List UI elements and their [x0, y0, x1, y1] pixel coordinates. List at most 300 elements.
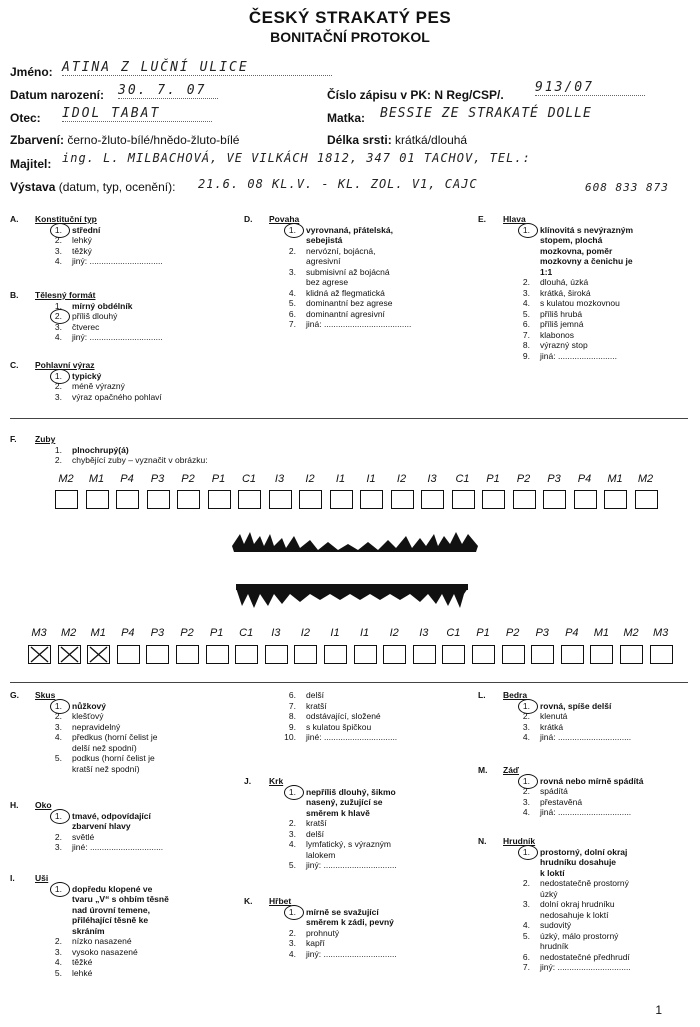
option-text[interactable]: krátká, široká [540, 287, 591, 298]
tooth-label: I2 [396, 473, 407, 485]
option-text[interactable]: sudovitý [540, 920, 572, 930]
option-number: 2. [54, 936, 62, 946]
option-number: 3. [288, 938, 296, 948]
tooth-label: P3 [535, 627, 549, 639]
option-text[interactable]: submisivní až bojácná [306, 266, 390, 277]
option-text[interactable]: podkus (horní čelist je [72, 753, 155, 763]
tooth-label: I3 [274, 473, 285, 485]
cislo-value[interactable]: 913/07 [535, 80, 645, 96]
option-text[interactable]: spádítá [540, 786, 568, 796]
option-text[interactable]: čtverec [72, 321, 100, 332]
option-text[interactable]: vyrovnaná, přátelská, [306, 224, 393, 235]
tooth-box[interactable] [177, 490, 200, 509]
option-number: 3. [54, 391, 62, 402]
option-number: 3. [522, 721, 530, 732]
option-text[interactable]: dolní okraj hrudníku [540, 899, 615, 909]
delka-label-text: Délka srsti: [327, 133, 392, 147]
section-a-letter: A. [10, 214, 19, 224]
section-n-letter: N. [478, 836, 487, 846]
option-number: 4. [522, 920, 530, 930]
section-h-letter: H. [10, 800, 19, 810]
option-text[interactable]: světlé [72, 831, 95, 842]
option-number: 2. [522, 711, 530, 721]
option-text[interactable]: 1:1 [540, 266, 553, 277]
option-text[interactable]: prohnutý [306, 927, 340, 938]
otec-value[interactable]: IDOL TABAT [62, 106, 212, 122]
tooth-box[interactable] [265, 645, 288, 664]
page-title: ČESKÝ STRAKATÝ PES [248, 8, 452, 27]
option-number: 4. [288, 948, 296, 959]
section-d-letter: D. [244, 214, 253, 224]
divider-1 [10, 418, 688, 419]
option-number: 1. [54, 370, 62, 381]
tooth-box[interactable] [635, 490, 658, 509]
option-number: 1. [54, 224, 62, 235]
jmeno-label: Jméno: [10, 65, 53, 79]
option-text[interactable]: klabonos [540, 329, 575, 340]
tooth-box[interactable] [574, 490, 597, 509]
option-text[interactable]: kratší [306, 818, 327, 828]
section-f-letter: F. [10, 434, 17, 444]
option-text[interactable]: rovná nebo mírně spádítá [540, 775, 644, 786]
option-text[interactable]: jiné: ............................... [306, 732, 398, 742]
tooth-box[interactable] [354, 645, 377, 664]
option-number: 1. [288, 906, 296, 917]
option-text[interactable]: dominantní bez agrese [306, 298, 393, 308]
tooth-label: I2 [305, 473, 315, 485]
option-text[interactable]: méně výrazný [72, 381, 125, 391]
majitel-label: Majitel: [10, 157, 52, 171]
page-number: 1 [655, 1003, 662, 1017]
datum-value[interactable]: 30. 7. 07 [118, 83, 218, 99]
option-number: 2. [54, 311, 62, 321]
option-text[interactable]: jiné: ............................... [72, 842, 164, 852]
tooth-box[interactable] [55, 490, 78, 509]
tooth-box[interactable] [299, 490, 322, 509]
selected-option-circle [518, 223, 538, 238]
option-text[interactable]: delší [306, 690, 324, 700]
option-text[interactable]: plnochrupý(á) [72, 444, 129, 455]
section-j-title: Krk [269, 776, 284, 786]
section-m-title: Záď [503, 765, 520, 775]
tooth-box[interactable] [238, 490, 261, 509]
option-text[interactable]: klenutá [540, 711, 568, 721]
option-text[interactable]: agresivní [306, 256, 341, 266]
option-number: 6. [288, 308, 296, 319]
option-text[interactable]: klešťový [72, 711, 104, 721]
zbarveni-label-text: Zbarvení: [10, 133, 65, 147]
section-i-letter: I. [10, 873, 15, 883]
option-text[interactable]: jiný: ............................... [306, 860, 397, 870]
option-text[interactable]: přiléhající těsně ke [72, 915, 149, 925]
tooth-box[interactable] [206, 645, 229, 664]
option-text[interactable]: odstávající, složené [306, 711, 381, 721]
option-text[interactable]: nasený, zužující se [306, 797, 383, 807]
option-number: 9. [522, 350, 530, 361]
option-number: 7. [522, 329, 530, 340]
option-number: 2. [522, 277, 530, 287]
tooth-box[interactable] [590, 645, 613, 664]
tooth-box[interactable] [472, 645, 495, 664]
tooth-box[interactable] [413, 645, 436, 664]
tooth-label: P4 [120, 473, 134, 485]
tooth-box[interactable] [208, 490, 231, 509]
option-number: 1. [288, 786, 296, 797]
tooth-label: I1 [335, 473, 346, 485]
option-number: 1. [288, 224, 296, 235]
tooth-label: P1 [211, 473, 226, 485]
option-text[interactable]: mírně se svažující [306, 906, 379, 917]
tooth-box[interactable] [531, 645, 554, 664]
option-text[interactable]: krátká [540, 721, 564, 732]
selected-option-circle [50, 882, 70, 897]
selected-option-circle [284, 785, 304, 800]
option-text[interactable]: příliš jemná [540, 319, 584, 329]
option-text[interactable]: skráním [72, 925, 105, 936]
delka-label [327, 133, 467, 147]
tooth-label: I3 [427, 473, 437, 485]
tooth-box[interactable] [28, 645, 51, 664]
option-text[interactable]: typický [72, 370, 102, 381]
otec-label: Otec: [10, 111, 41, 125]
option-number: 6. [522, 951, 530, 962]
option-number: 4. [54, 957, 62, 967]
tooth-box[interactable] [117, 645, 140, 664]
option-number: 1. [522, 775, 530, 786]
option-text[interactable]: hrudník [540, 941, 569, 951]
option-text[interactable]: těžký [72, 245, 92, 256]
option-number: 5. [54, 753, 62, 763]
option-text[interactable]: nízko nasazené [72, 936, 132, 946]
option-number: 4. [54, 256, 62, 266]
tooth-label: P4 [577, 473, 592, 485]
tooth-box[interactable] [452, 490, 475, 509]
option-number: 10. [284, 732, 296, 742]
zbarveni-label [10, 133, 239, 147]
option-text[interactable]: předkus (horní čelist je [72, 732, 158, 742]
option-text[interactable]: tmavé, odpovídající [72, 810, 151, 821]
tooth-box[interactable] [482, 490, 505, 509]
option-number: 1. [522, 224, 530, 235]
option-number: 3. [54, 321, 62, 332]
option-number: 5. [288, 298, 296, 308]
tooth-label: C1 [455, 473, 470, 485]
option-number: 4. [288, 287, 296, 298]
selected-option-circle [284, 905, 304, 920]
tooth-box[interactable] [421, 490, 444, 509]
option-number: 4. [522, 732, 530, 742]
tooth-label: M1 [90, 627, 106, 639]
section-l-title: Bedra [503, 690, 528, 700]
tooth-label: P2 [180, 627, 194, 639]
tooth-label: M1 [88, 473, 105, 485]
option-text[interactable]: příliš hrubá [540, 308, 583, 319]
option-text[interactable]: lalokem [306, 849, 336, 860]
option-text[interactable]: k loktí [540, 867, 565, 878]
option-number: 8. [522, 340, 530, 350]
section-f-title: Zuby [35, 434, 56, 444]
option-number: 4. [522, 807, 530, 817]
option-text[interactable]: mozkovna, poměr [540, 245, 613, 256]
option-number: 5. [522, 930, 530, 941]
tooth-box[interactable] [176, 645, 199, 664]
tooth-label: P3 [150, 473, 165, 485]
option-text[interactable]: hrudníku dosahuje [540, 857, 617, 867]
option-text[interactable]: nad úrovní temene, [72, 904, 150, 915]
tooth-label: P2 [516, 473, 531, 485]
divider-2 [10, 682, 688, 683]
tooth-label: I3 [419, 627, 429, 639]
option-number: 5. [522, 308, 530, 319]
option-number: 2. [288, 927, 296, 938]
tooth-label: M2 [60, 627, 77, 639]
option-text[interactable]: delší než spodní) [72, 742, 137, 753]
option-number: 2. [522, 786, 530, 796]
tooth-box[interactable] [391, 490, 414, 509]
option-text[interactable]: lehké [72, 967, 93, 978]
option-number: 4. [522, 298, 530, 308]
option-text[interactable]: úzký [540, 888, 558, 899]
option-text[interactable]: chybějící zuby – vyznačit v obrázku: [72, 455, 208, 465]
matka-label: Matka: [327, 111, 366, 125]
option-number: 5. [288, 860, 296, 870]
option-number: 4. [288, 839, 296, 849]
delka-value: krátká/dlouhá [395, 133, 468, 147]
option-number: 2. [54, 235, 62, 245]
option-number: 3. [54, 245, 62, 256]
option-text[interactable]: nervózní, bojácná, [306, 245, 376, 256]
option-text[interactable]: nepravidelný [72, 721, 121, 732]
section-c-letter: C. [10, 360, 19, 370]
tooth-box[interactable] [324, 645, 347, 664]
selected-option-circle [284, 223, 304, 238]
option-text[interactable]: střední [72, 224, 101, 235]
option-text[interactable]: nůžkový [72, 700, 107, 711]
tooth-box[interactable] [620, 645, 643, 664]
tooth-label: M1 [593, 627, 610, 639]
option-text[interactable]: nedostatečné předhrudí [540, 951, 630, 962]
selected-option-circle [518, 845, 538, 860]
option-number: 9. [288, 721, 296, 732]
telefon-value[interactable]: 608 833 873 [585, 181, 669, 194]
tooth-label: M2 [637, 473, 654, 485]
datum-label: Datum narození: [10, 88, 105, 102]
option-text[interactable]: nedostatečně prostorný [540, 878, 629, 888]
option-text[interactable]: s kulatou špičkou [306, 721, 372, 732]
section-g-title: Skus [35, 690, 56, 700]
upper-jaw-drawing [230, 528, 480, 558]
vystava-value[interactable]: 21.6. 08 KL.V. - KL. ZOL. V1, CAJC [198, 177, 478, 191]
option-text[interactable]: sebejistá [306, 235, 343, 245]
option-number: 1. [54, 883, 62, 894]
tooth-box[interactable] [360, 490, 383, 509]
tooth-label: M2 [58, 473, 74, 485]
section-e-title: Hlava [503, 214, 526, 224]
section-b-letter: B. [10, 290, 19, 300]
jmeno-value[interactable]: ATINA Z LUČNÍ ULICE [62, 60, 332, 76]
tooth-box[interactable] [604, 490, 627, 509]
tooth-label: I2 [389, 627, 399, 639]
option-text[interactable]: jiná: ......................... [540, 350, 617, 361]
option-text[interactable]: jiný: ............................... [540, 962, 631, 972]
option-text[interactable]: rovná, spíše delší [540, 700, 612, 711]
option-text[interactable]: klidná až flegmatická [306, 287, 385, 298]
option-number: 2. [54, 711, 62, 721]
section-c-title: Pohlavní výraz [35, 360, 95, 370]
option-text[interactable]: zbarvení hlavy [72, 821, 131, 831]
tooth-label: C1 [239, 627, 254, 639]
section-a-title: Konstituční typ [35, 214, 97, 224]
option-text[interactable]: příliš dlouhý [72, 311, 118, 321]
vystava-label-sub: (datum, typ, ocenění): [58, 180, 176, 194]
option-number: 2. [54, 381, 62, 391]
option-number: 1. [54, 700, 62, 711]
section-m-letter: M. [478, 765, 488, 775]
option-text[interactable]: delší [306, 828, 324, 839]
option-number: 1. [54, 810, 62, 821]
option-number: 5. [54, 967, 62, 978]
lower-jaw-drawing [232, 578, 472, 614]
tooth-label: P4 [121, 627, 135, 639]
tooth-label: M3 [652, 627, 669, 639]
option-number: 3. [522, 287, 530, 298]
section-j-letter: J. [244, 776, 252, 786]
option-number: 7. [288, 700, 296, 711]
option-text[interactable]: s kulatou mozkovnou [540, 298, 620, 308]
option-text[interactable]: jiný: ............................... [306, 948, 397, 959]
page-subtitle: BONITAČNÍ PROTOKOL [270, 29, 430, 45]
option-number: 2. [54, 455, 62, 465]
tooth-box[interactable] [116, 490, 139, 509]
option-number: 7. [522, 962, 530, 972]
section-i-title: Uši [35, 873, 49, 883]
option-text[interactable]: mozkovny a čenichu je [540, 256, 633, 266]
tooth-box[interactable] [87, 645, 110, 664]
tooth-box[interactable] [86, 490, 109, 509]
option-number: 2. [522, 878, 530, 888]
option-text[interactable]: přestavěná [540, 796, 583, 807]
option-number: 2. [288, 245, 296, 256]
option-number: 3. [288, 266, 296, 277]
tooth-box[interactable] [58, 645, 81, 664]
tooth-label: I1 [366, 473, 376, 485]
option-number: 1. [54, 444, 62, 455]
option-number: 3. [54, 721, 62, 732]
option-text[interactable]: kapří [306, 938, 325, 948]
tooth-label: I1 [330, 627, 340, 639]
majitel-value[interactable]: ing. L. MILBACHOVÁ, VE VILKÁCH 1812, 347 01 TACHOV, TEL.: [62, 151, 531, 165]
tooth-box[interactable] [235, 645, 258, 664]
option-number: 6. [522, 319, 530, 329]
option-text[interactable]: klínovitá s nevýrazným [540, 224, 634, 235]
option-text[interactable]: těžké [72, 957, 93, 967]
tooth-label: P1 [486, 473, 500, 485]
option-number: 3. [288, 828, 296, 839]
option-text[interactable]: lehký [72, 235, 92, 245]
option-text[interactable]: tvaru „V“ s ohbím těsně [72, 894, 169, 904]
tooth-box[interactable] [513, 490, 536, 509]
section-b-title: Tělesný formát [35, 290, 96, 300]
tooth-box[interactable] [502, 645, 525, 664]
option-text[interactable]: kratší [306, 700, 327, 711]
option-text[interactable]: kratší než spodní) [72, 763, 140, 774]
tooth-box[interactable] [330, 490, 353, 509]
option-number: 4. [54, 732, 62, 742]
tooth-label: C1 [241, 473, 257, 485]
section-l-letter: L. [478, 690, 486, 700]
tooth-label: C1 [446, 627, 461, 639]
section-k-letter: K. [244, 896, 253, 906]
tooth-box[interactable] [543, 490, 566, 509]
option-text[interactable]: jiný: ............................... [72, 256, 163, 266]
option-number: 3. [522, 899, 530, 909]
option-text[interactable]: mírný obdélník [72, 300, 133, 311]
tooth-label: P1 [209, 627, 224, 639]
option-text[interactable]: nedosahuje k loktí [540, 909, 609, 920]
tooth-box[interactable] [269, 490, 292, 509]
option-text[interactable]: dominantní agresivní [306, 308, 385, 319]
cislo-label: Číslo zápisu v PK: N Reg/CSP/. [327, 88, 504, 102]
tooth-box[interactable] [650, 645, 673, 664]
vystava-label-text: Výstava [10, 180, 56, 194]
tooth-label: P1 [476, 627, 490, 639]
option-text[interactable]: bez agrese [306, 277, 349, 287]
option-text[interactable]: směrem k hlavě [306, 807, 370, 818]
option-number: 3. [54, 946, 62, 957]
tooth-label: M1 [607, 473, 623, 485]
option-text[interactable]: směrem k zádi, pevný [306, 917, 394, 927]
tooth-box[interactable] [146, 645, 169, 664]
option-text[interactable]: lymfatický, s výrazným [306, 839, 392, 849]
tooth-box[interactable] [561, 645, 584, 664]
option-text[interactable]: výrazný stop [540, 340, 588, 350]
section-k-title: Hřbet [269, 896, 292, 906]
tooth-box[interactable] [442, 645, 465, 664]
option-text[interactable]: jiný: ............................... [72, 332, 163, 342]
option-text[interactable]: jiná: ............................... [540, 807, 632, 817]
tooth-label: M2 [623, 627, 639, 639]
selected-option-circle [50, 809, 70, 824]
option-text[interactable]: dlouhá, úzká [540, 277, 589, 287]
option-number: 7. [288, 319, 296, 329]
option-text[interactable]: výraz opačného pohlaví [72, 391, 162, 402]
tooth-label: M3 [31, 627, 47, 639]
option-text[interactable]: stopem, plochá [540, 235, 603, 245]
tooth-box[interactable] [147, 490, 170, 509]
option-text[interactable]: nepříliš dlouhý, šikmo [306, 786, 396, 797]
option-number: 3. [522, 796, 530, 807]
tooth-label: I1 [360, 627, 370, 639]
section-h-title: Oko [35, 800, 52, 810]
option-text[interactable]: jiná: ..................................... [306, 319, 412, 329]
option-number: 1. [522, 700, 530, 711]
tooth-box[interactable] [383, 645, 406, 664]
option-text[interactable]: prostorný, dolní okraj [540, 846, 628, 857]
matka-value[interactable]: BESSIE ZE STRAKATÉ DOLLE [380, 106, 592, 121]
tooth-label: P2 [505, 627, 520, 639]
section-e-letter: E. [478, 214, 487, 224]
zbarveni-value: černo-žluto-bílé/hnědo-žluto-bílé [67, 133, 240, 147]
option-number: 1. [54, 300, 62, 311]
option-text[interactable]: dopředu klopené ve [72, 883, 153, 894]
option-text[interactable]: vysoko nasazené [72, 946, 138, 957]
tooth-box[interactable] [294, 645, 317, 664]
option-text[interactable]: úzký, málo prostorný [540, 930, 619, 941]
tooth-label: I3 [271, 627, 281, 639]
option-text[interactable]: jiná: ............................... [540, 732, 632, 742]
section-n-title: Hrudník [503, 836, 536, 846]
tooth-label: P2 [181, 473, 195, 485]
